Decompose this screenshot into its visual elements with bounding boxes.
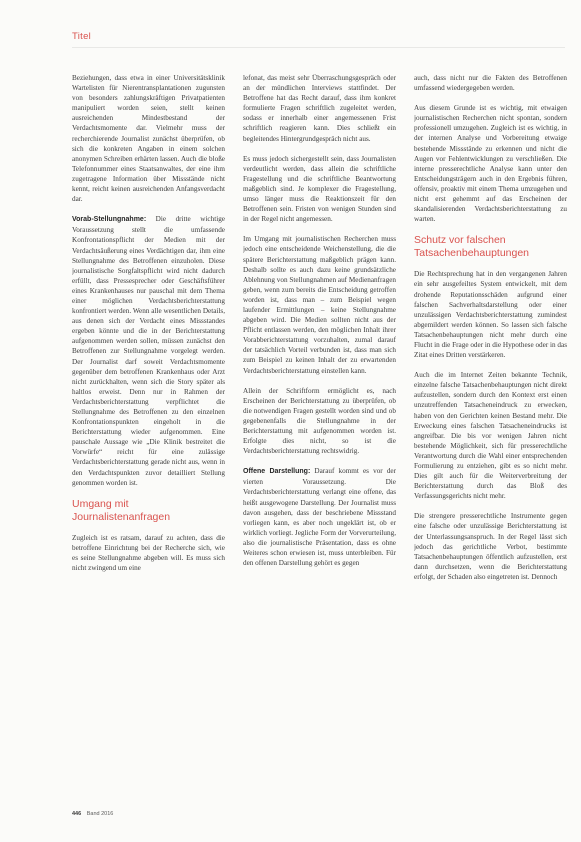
paragraph-text: Die dritte wichtige Voraussetzung stellt die umfassende Konfrontationspflicht der Medien mit der Verdachtsäußerung eines Verdächtigen dar, ihm eine Stellungnahme des Betroffenen einzuholen. Diese journalistische Sorgfaltspflicht wird nicht dadurch erfüllt, dass Pressesprecher oder Geschäftsführer eines Krankenhauses nur pauschal mit dem Thema einer möglichen Verdachtsberichterstattung konfrontiert werden. Wenn alle wesentlichen Details, aus denen sich der Verdacht eines Missstandes ergeben könnte und die in der Berichterstattung aufgenommen werden sollen, müssen zunächst den Betroffenen zur Stellungnahme vorgelegt werden. Der Journalist darf soweit Verdachtsmomente gegenüber dem betroffenen Krankenhaus oder Arzt nicht zurückhalten, wenn sich die Story später als haltlos erweist. Denn nur in Rahmen der Verdachtsberichterstattung verpflichtet die Stellungnahme des Betroffenen zu den einzelnen Konfrontationspunkten eingeholt in die Berichterstattung wieder aufgenommen. Eine pauschale Aussage wie „Die Klinik bestreitet die Vorwürfe“ reicht für eine zulässige Verdachtsberichterstattung gerade nicht aus, wenn in den Verdachtspunkten zuvor detailliert Stellung genommen worden ist. [72, 215, 225, 487]
paragraph: lefonat, das meist sehr Überraschungsgespräch oder an der mündlichen Interviews stattfindet. Der Betroffene hat das Recht darauf, dass ihm konkret formulierte Fragen schriftlich zugeleitet werden, sodass er innerhalb einer angemessenen Frist schriftlich reagieren kann. Dies schließt ein begleitendes Hintergrundgespräch nicht aus. [243, 74, 396, 143]
run-in-heading: Offene Darstellung: [243, 468, 311, 476]
paragraph-text: Darauf kommt es vor der vierten Voraussetzung. Die Verdachtsberichterstattung verlangt eine offene, das heißt ausgewogene Darstellung. Der Journalist muss davon ausgehen, dass der beschriebene Missstand vorliegen kann, es aber noch ungeklärt ist, ob er wirklich vorliegt. Jegliche Form der Vorverurteilung, also die journalistische Präsentation, dass es ohne Weiteres schon erwiesen ist, muss unterbleiben. Für den offenen Darstellung gehört es gegen [243, 467, 396, 568]
paragraph: Allein der Schriftform ermöglicht es, nach Erscheinen der Berichterstattung zu überprüfen, ob die notwendigen Fragen gestellt worden sind und ob gegebenenfalls die Stellungnahme in der Berichterstattung mit aufgenommen worden ist. Erfolgte dies nicht, so ist die Verdachtsberichterstattung rechtswidrig. [243, 386, 396, 456]
header-rule [72, 47, 565, 48]
paragraph: Aus diesem Grunde ist es wichtig, mit etwaigen journalistischen Recherchen nicht spontan, sondern professionell umzugehen. Zugleich ist es wichtig, in der internen Analyse und Vorbereitung etwaige bestehende Missstände zu erkennen und nicht die Augen vor Fehlentwicklungen zu verschließen. Die interne presserechtliche Analyse kann unter den Entscheidungsträgern auch in den Ergebnis führen, offensiv, proaktiv mit einem Thema umzugehen und nicht erst gehemmt auf das Erscheinen der skandalisierenden Verdachtsberichterstattung zu warten. [414, 104, 567, 224]
paragraph: Die strengere presserechtliche Instrumente gegen eine falsche oder unzulässige Berichterstattung ist der Unterlassungsanspruch. In der Regel lässt sich jedoch das gerichtliche Verbot, bestimmte Tatsachenbehauptungen öffentlich aufzustellen, erst dann durchsetzen, wenn die Berichterstattung erfolgt, der Schaden also eingetreten ist. Dennoch [414, 512, 567, 581]
page-footer [72, 811, 113, 817]
paragraph: Zugleich ist es ratsam, darauf zu achten, dass die betroffene Einrichtung bei der Recherche sich, wie es seine Stellungnahme abgeben will. Es muss sich nicht zwingend um eine [72, 533, 225, 573]
run-in-heading: Vorab-Stellungnahme: [72, 216, 147, 224]
text-columns [72, 73, 567, 793]
section-heading: Umgang mit Journalistenanfragen [72, 497, 171, 523]
paragraph: Die Rechtsprechung hat in den vergangenen Jahren ein sehr ausgefeiltes System entwickelt, mit dem drohende Reputationsschäden aufgrund einer falschen Sachverhaltsdarstellung oder einer unzulässigen Verdachtsberichterstattung zumindest abgemildert werden können. So lassen sich falsche Tatsachenbehauptungen nicht mehr durch eine Flucht in die Frage oder in die Hypothese oder in das Zitat eines Dritten verstärkeren. [414, 270, 567, 360]
paragraph [72, 214, 225, 488]
paragraph: Beziehungen, dass etwa in einer Universitätsklinik Wartelisten für Nierentransplantationen zugunsten von besonders zahlungskräftigen Privatpatienten manipuliert worden seien, stellt keinen ausreichenden Mindestbestand der Verdachtsmomente dar. Vielmehr muss der recherchierende Journalist zunächst überprüfen, ob sich die konkreten Angaben in einem solchen anonymen Schreiben erhärten lassen. Auch die bloße Telefonnummer eines Staatsanwaltes, der eine ihm zugetragene Information über Missstände nicht kennt, reicht keinen ausreichenden Anfangsverdacht dar. [72, 74, 225, 204]
running-head: Titel [72, 31, 92, 42]
section-heading: Schutz vor falschen Tatsachenbehauptungen [414, 234, 530, 260]
journal-name: Band 2016 [86, 811, 114, 817]
paragraph [243, 466, 396, 568]
column-1 [72, 73, 225, 793]
column-2 [243, 73, 396, 793]
paragraph: Im Umgang mit journalistischen Recherchen muss jedoch eine entscheidende Weichenstellung, die die spätere Berichterstattung maßgeblich prägen kann. Deshalb sollte es auch dazu keine grundsätzliche Ablehnung von Stellungnahmen auf Medienanfragen geben, wenn zum bereits die Entscheidung getroffen worden ist, dass man – zum Beispiel wegen laufender Ermittlungen – keine Stellungnahme abgeben wird. Die Medien sollten nicht aus der Pflicht entlassen werden, den möglichen Inhalt ihrer Vorabberichterstattung vorzuhalten, zumal darauf der tatsächlich Vorteil verbunden ist, dass man sich zum Beispiel zu keinen Inhalt der zu erwartenden Verdachtsberichterstattung einstellen kann. [243, 235, 396, 375]
paragraph: auch, dass nicht nur die Fakten des Betroffenen umfassend wiedergegeben werden. [414, 74, 567, 93]
page-number: 446 [72, 811, 82, 817]
paragraph: Es muss jedoch sichergestellt sein, dass Journalisten verdeutlicht werden, dass allein die schriftliche Fragestellung und die schriftliche Beantwortung maßgeblich sind. Je komplexer die Fragestellung, umso länger muss die Reaktionszeit für den Betroffenen sein. Fristen von wenigen Stunden sind in der Regel nicht angemessen. [243, 154, 396, 224]
paragraph: Auch die im Internet Zeiten bekannte Technik, einzelne falsche Tatsachenbehauptungen nicht direkt aufzustellen, sondern durch den Kontext erst einen unzutreffenden Tatsacheneindruck zu erwecken, haben von den Gerichten keinen Bestand mehr. Die Erweckung eines falschen Tatsacheneindrucks ist angreifbar. Die bis vor wenigen Jahren nicht bestehende Möglichkeit, sich für presserechtliche Verantwortung durch die Wahl einer entsprechenden Formulierung zu entziehen, gibt es so nicht mehr. Dies gilt auch für die Weiterverbreitung der Berichterstattung durch das Bloß des Verfassungsgerichts nicht mehr. [414, 371, 567, 501]
column-3 [414, 73, 567, 793]
